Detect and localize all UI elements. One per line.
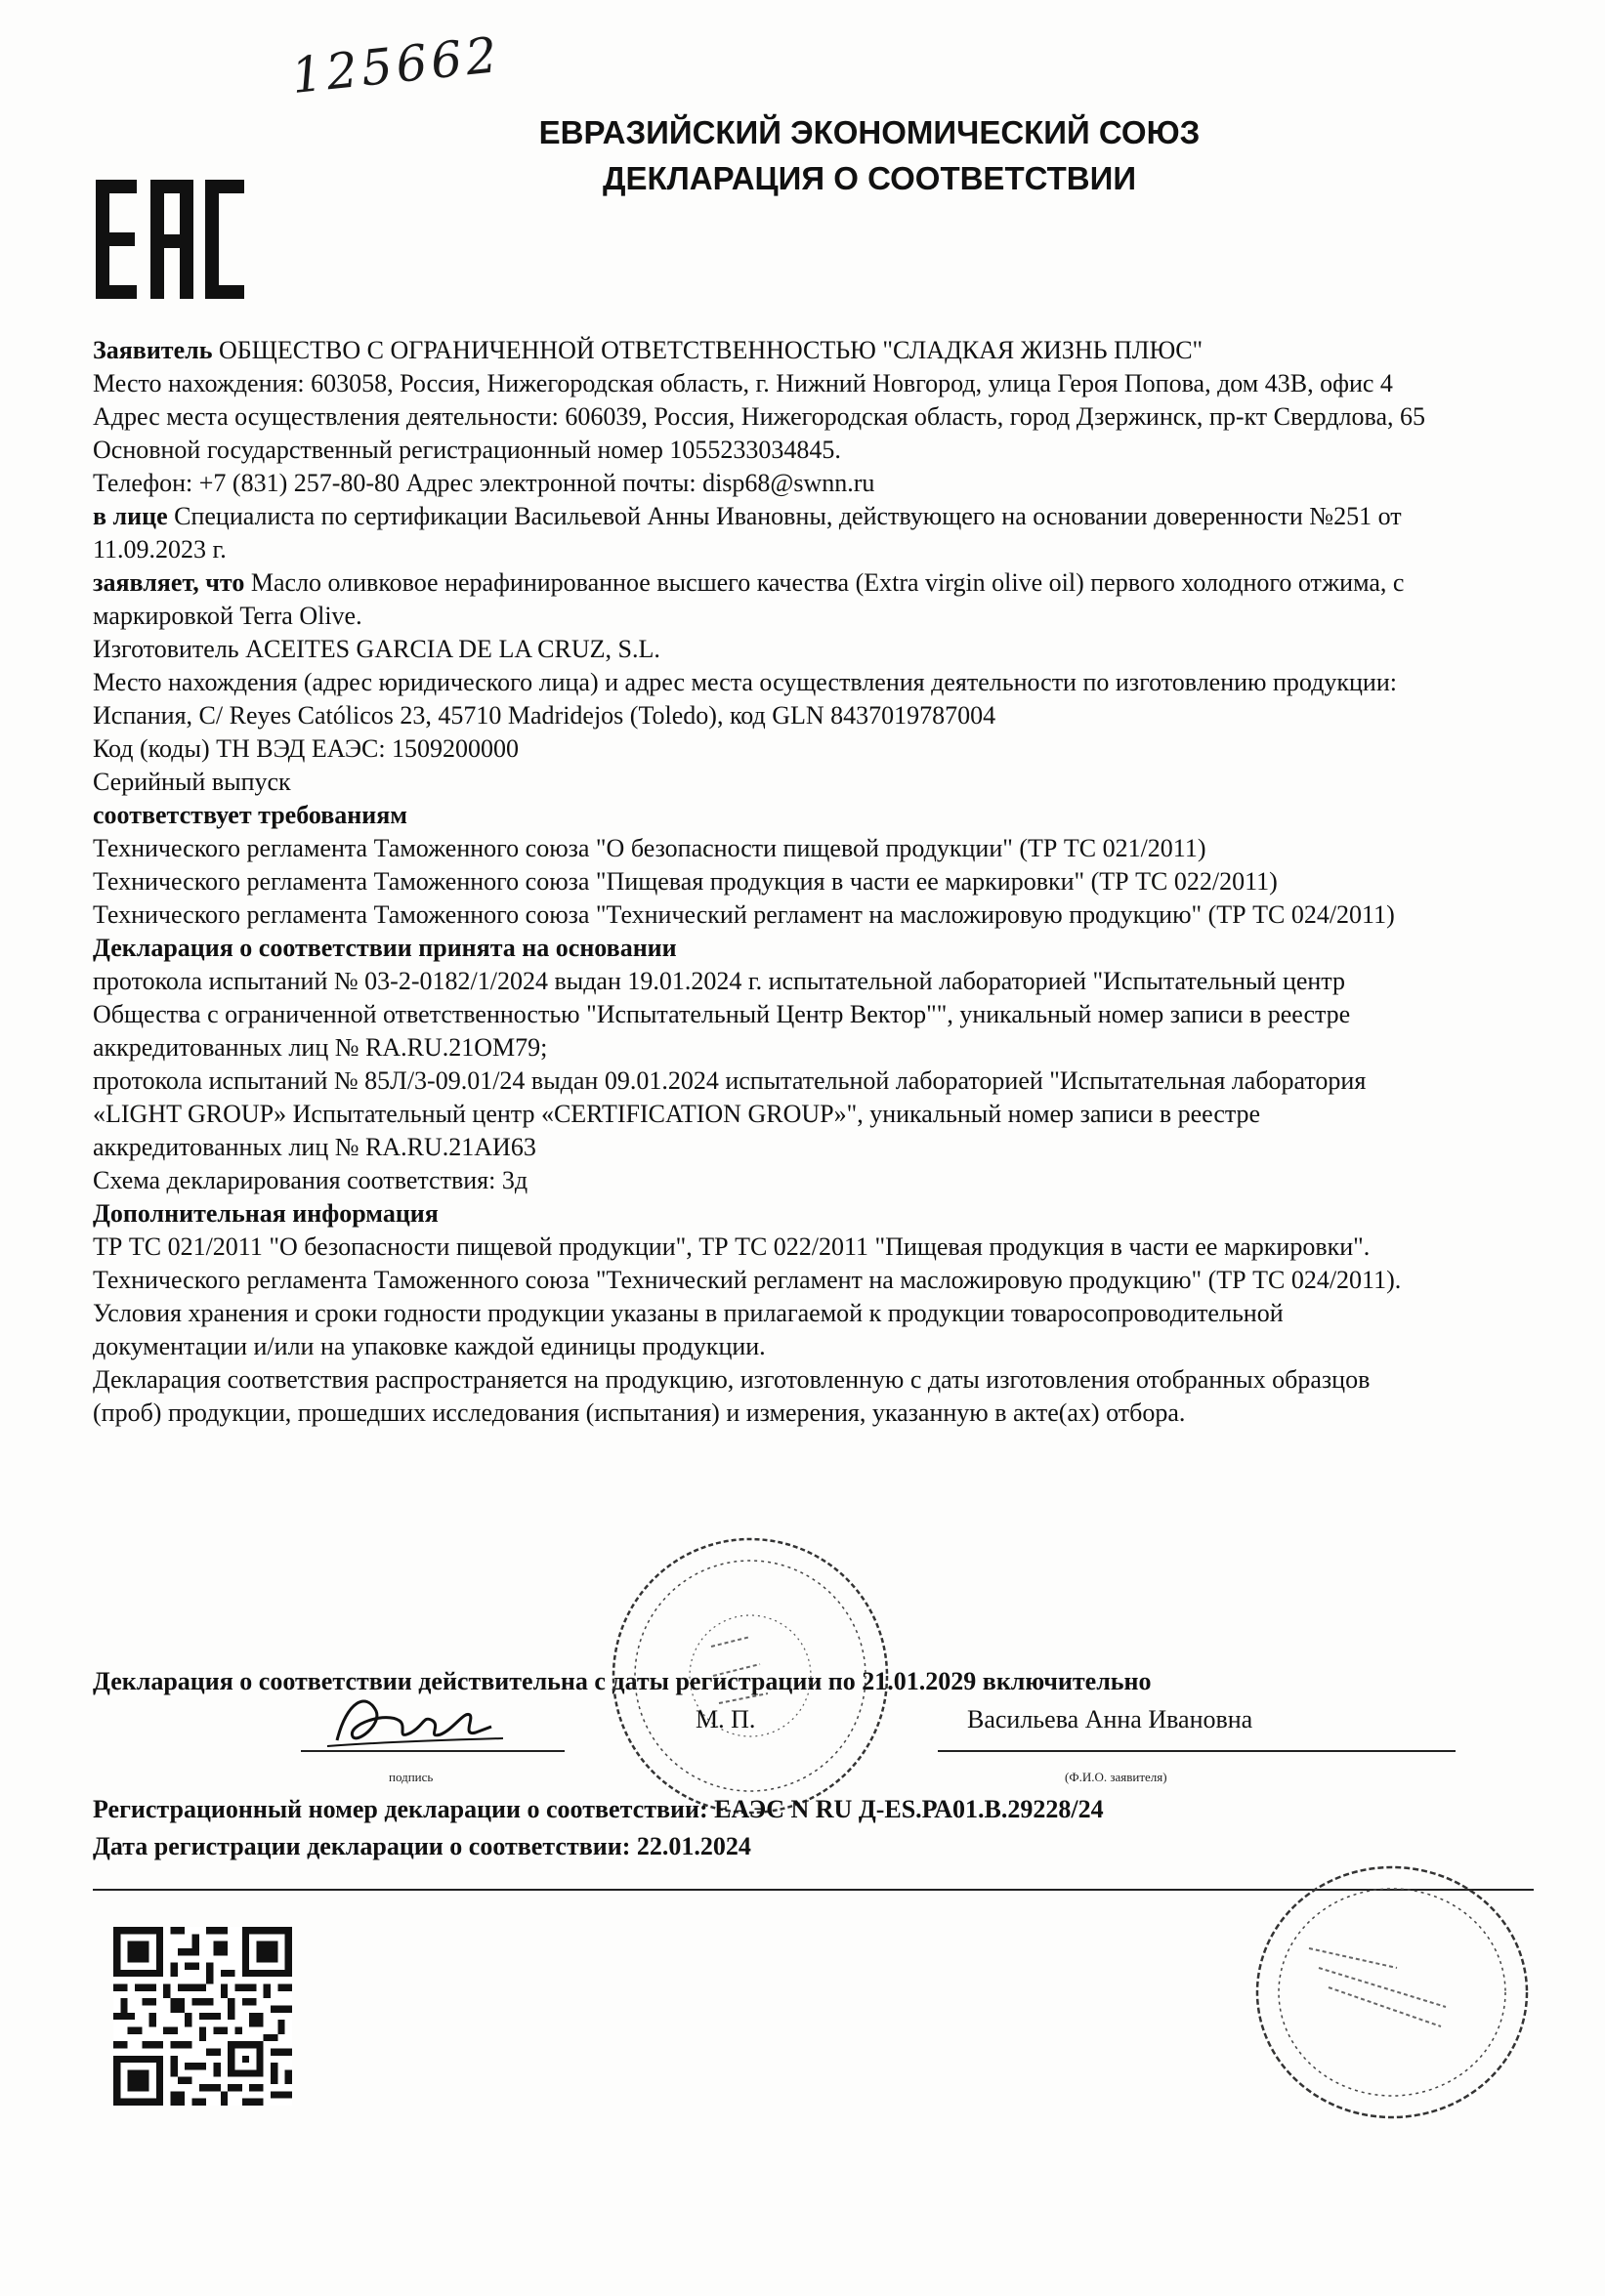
applicant-location: Место нахождения: 603058, Россия, Нижегородская область, г. Нижний Новгород, улица Героя Попова, дом 43В, офис 4 (93, 369, 1393, 397)
additional-item: ТР ТС 021/2011 "О безопасности пищевой продукции", ТР ТС 022/2011 "Пищевая продукция в части ее маркировки". Технического регламента Таможенного союза "Технический регламент на масложировую продукцию" (ТР ТС 024/2011). (93, 1232, 1402, 1294)
name-caption: (Ф.И.О. заявителя) (1065, 1770, 1167, 1784)
applicant-line (93, 334, 1441, 367)
validity-statement: Декларация о соответствии действительна с даты регистрации по 21.01.2029 включительно (93, 1667, 1152, 1695)
declaration-body (93, 334, 1441, 1430)
basis-item: протокола испытаний № 03-2-0182/1/2024 выдан 19.01.2024 г. испытательной лабораторией "Испытательный центр Общества с ограниченной ответственностью "Испытательный Центр Вектор"", уникальный номер записи в реестре аккредитованных лиц № RA.RU.21ОМ79; (93, 967, 1351, 1062)
basis-item: протокола испытаний № 85Л/3-09.01/24 выдан 09.01.2024 испытательной лабораторией "Испытательная лаборатория «LIGHT GROUP» Испытательный центр «CERTIFICATION GROUP»", уникальный номер записи в реестре аккредитованных лиц № RA.RU.21АИ63 (93, 1066, 1367, 1161)
applicant-name: ОБЩЕСТВО С ОГРАНИЧЕННОЙ ОТВЕТСТВЕННОСТЬЮ "СЛАДКАЯ ЖИЗНЬ ПЛЮС" (218, 336, 1204, 364)
manufacturer-address: Место нахождения (адрес юридического лица) и адрес места осуществления деятельности по изготовлению продукции: Испания, C/ Reyes Católicos 23, 45710 Madridejos (Toledo), код GLN 8437019787004 (93, 668, 1397, 730)
name-line (938, 1750, 1456, 1752)
applicant-activity-address: Адрес места осуществления деятельности: 606039, Россия, Нижегородская область, город Дзержинск, пр-кт Свердлова, 65 (93, 402, 1425, 431)
applicant-signatory-name: Васильева Анна Ивановна (967, 1705, 1253, 1733)
applicant-contacts: Телефон: +7 (831) 257-80-80 Адрес электронной почты: disp68@swnn.ru (93, 469, 875, 497)
declares-label: заявляет, что (93, 568, 245, 597)
manufacturer: Изготовитель ACEITES GARCIA DE LA CRUZ, S.L. (93, 635, 660, 663)
requirement-item: Технического регламента Таможенного союза "Технический регламент на масложировую продукцию" (ТР ТС 024/2011) (93, 900, 1395, 929)
hs-code: Код (коды) ТН ВЭД ЕАЭС: 1509200000 (93, 734, 520, 763)
basis-heading: Декларация о соответствии принята на основании (93, 934, 677, 962)
eac-logo-icon (96, 180, 244, 299)
requirement-item: Технического регламента Таможенного союза "О безопасности пищевой продукции" (ТР ТС 021/2011) (93, 834, 1206, 862)
document-title: ДЕКЛАРАЦИЯ О СООТВЕТСТВИИ (602, 160, 1137, 196)
registration-number: Регистрационный номер декларации о соответствии: ЕАЭС N RU Д-ES.РА01.В.29228/24 (93, 1795, 1104, 1823)
union-heading: ЕВРАЗИЙСКИЙ ЭКОНОМИЧЕСКИЙ СОЮЗ (538, 114, 1201, 150)
additional-item: Декларация соответствия распространяется на продукцию, изготовленную с даты изготовления отобранных образцов (проб) продукции, прошедших исследования (испытания) и измерения, указанную в акте(ах) отбора. (93, 1365, 1371, 1427)
signature-caption: подпись (389, 1770, 434, 1784)
applicant-label: Заявитель (93, 336, 213, 364)
declares-line (93, 566, 1441, 633)
round-seal-stamp (604, 1529, 897, 1822)
product-description: Масло оливковое нерафинированное высшего качества (Extra virgin olive oil) первого холодного отжима, с маркировкой Terra Olive. (93, 568, 1405, 630)
requirement-item: Технического регламента Таможенного союза "Пищевая продукция в части ее маркировки" (ТР ТС 022/2011) (93, 867, 1278, 896)
additional-item: Условия хранения и сроки годности продукции указаны в прилагаемой к продукции товаросопроводительной документации и/или на упаковке каждой единицы продукции. (93, 1299, 1284, 1360)
additional-heading: Дополнительная информация (93, 1199, 439, 1228)
representative-label: в лице (93, 502, 168, 530)
handwritten-number: 125662 (288, 25, 504, 105)
representative-line (93, 500, 1441, 566)
declaration-scheme: Схема декларирования соответствия: 3д (93, 1166, 528, 1194)
registration-date: Дата регистрации декларации о соответствии: 22.01.2024 (93, 1832, 751, 1860)
applicant-ogrn: Основной государственный регистрационный номер 1055233034845. (93, 436, 841, 464)
signature-line (301, 1750, 565, 1752)
seal-place-label: М. П. (696, 1705, 756, 1733)
round-stamp-bottom (1250, 1860, 1534, 2124)
representative-text: Специалиста по сертификации Васильевой Анны Ивановны, действующего на основании доверенности №251 от 11.09.2023 г. (93, 502, 1402, 564)
serial-release: Серийный выпуск (93, 768, 291, 796)
qr-code-icon (113, 1927, 292, 2106)
signature (317, 1682, 513, 1760)
requirements-heading: соответствует требованиям (93, 801, 407, 829)
